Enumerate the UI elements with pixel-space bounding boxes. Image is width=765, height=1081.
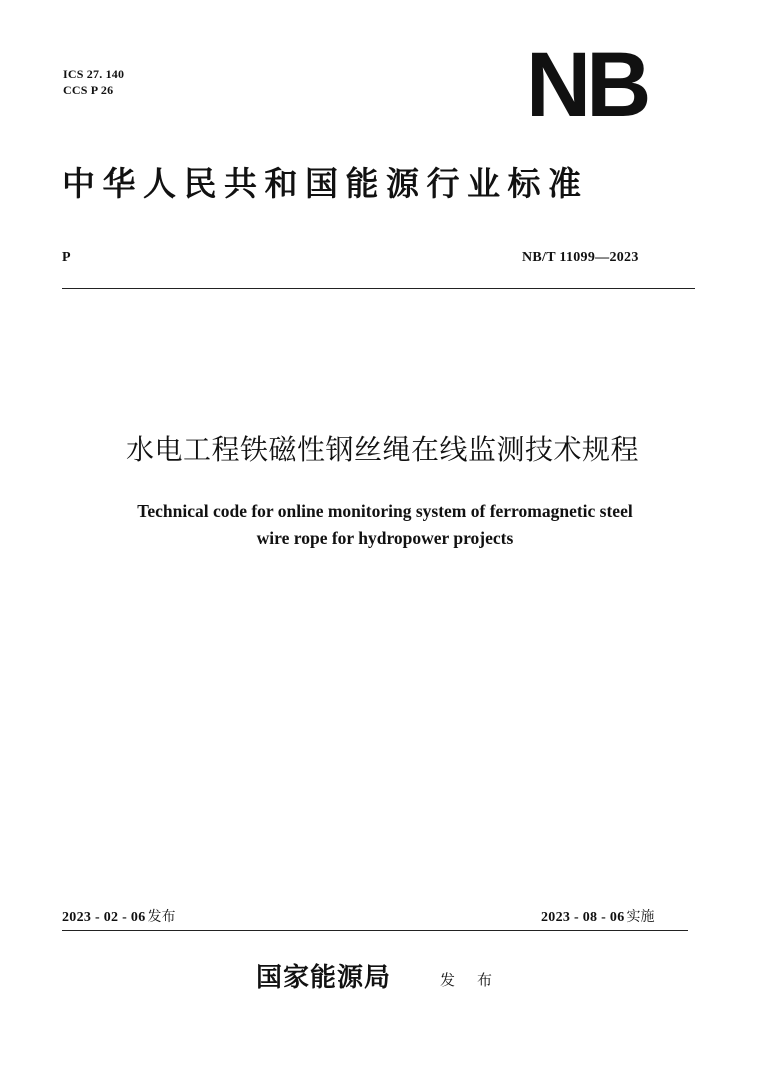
implement-date [541, 906, 655, 926]
ccs-code: CCS P 26 [63, 83, 114, 97]
document-title-english [60, 498, 710, 552]
implement-date-value: 2023 - 08 - 06 [541, 910, 625, 925]
standard-number: NB/T 11099—2023 [522, 250, 639, 265]
classification-code: P [62, 250, 71, 265]
issue-label: 发布 [440, 971, 515, 989]
publish-date-value: 2023 - 02 - 06 [62, 910, 146, 925]
ics-code: ICS 27. 140 [63, 67, 125, 81]
issuing-authority: 国家能源局 [256, 963, 392, 993]
publish-label: 发布 [147, 909, 176, 925]
implement-label: 实施 [626, 909, 655, 925]
nb-logo: NB [526, 34, 647, 136]
document-title-chinese: 水电工程铁磁性钢丝绳在线监测技术规程 [125, 433, 639, 466]
publish-date [62, 906, 176, 926]
bottom-divider [62, 930, 688, 931]
standard-category-title: 中华人民共和国能源行业标准 [62, 164, 589, 203]
top-divider [62, 288, 695, 289]
english-title-line-1: Technical code for online monitoring system of ferromagnetic steel [137, 501, 633, 521]
english-title-line-2: wire rope for hydropower projects [256, 528, 514, 548]
